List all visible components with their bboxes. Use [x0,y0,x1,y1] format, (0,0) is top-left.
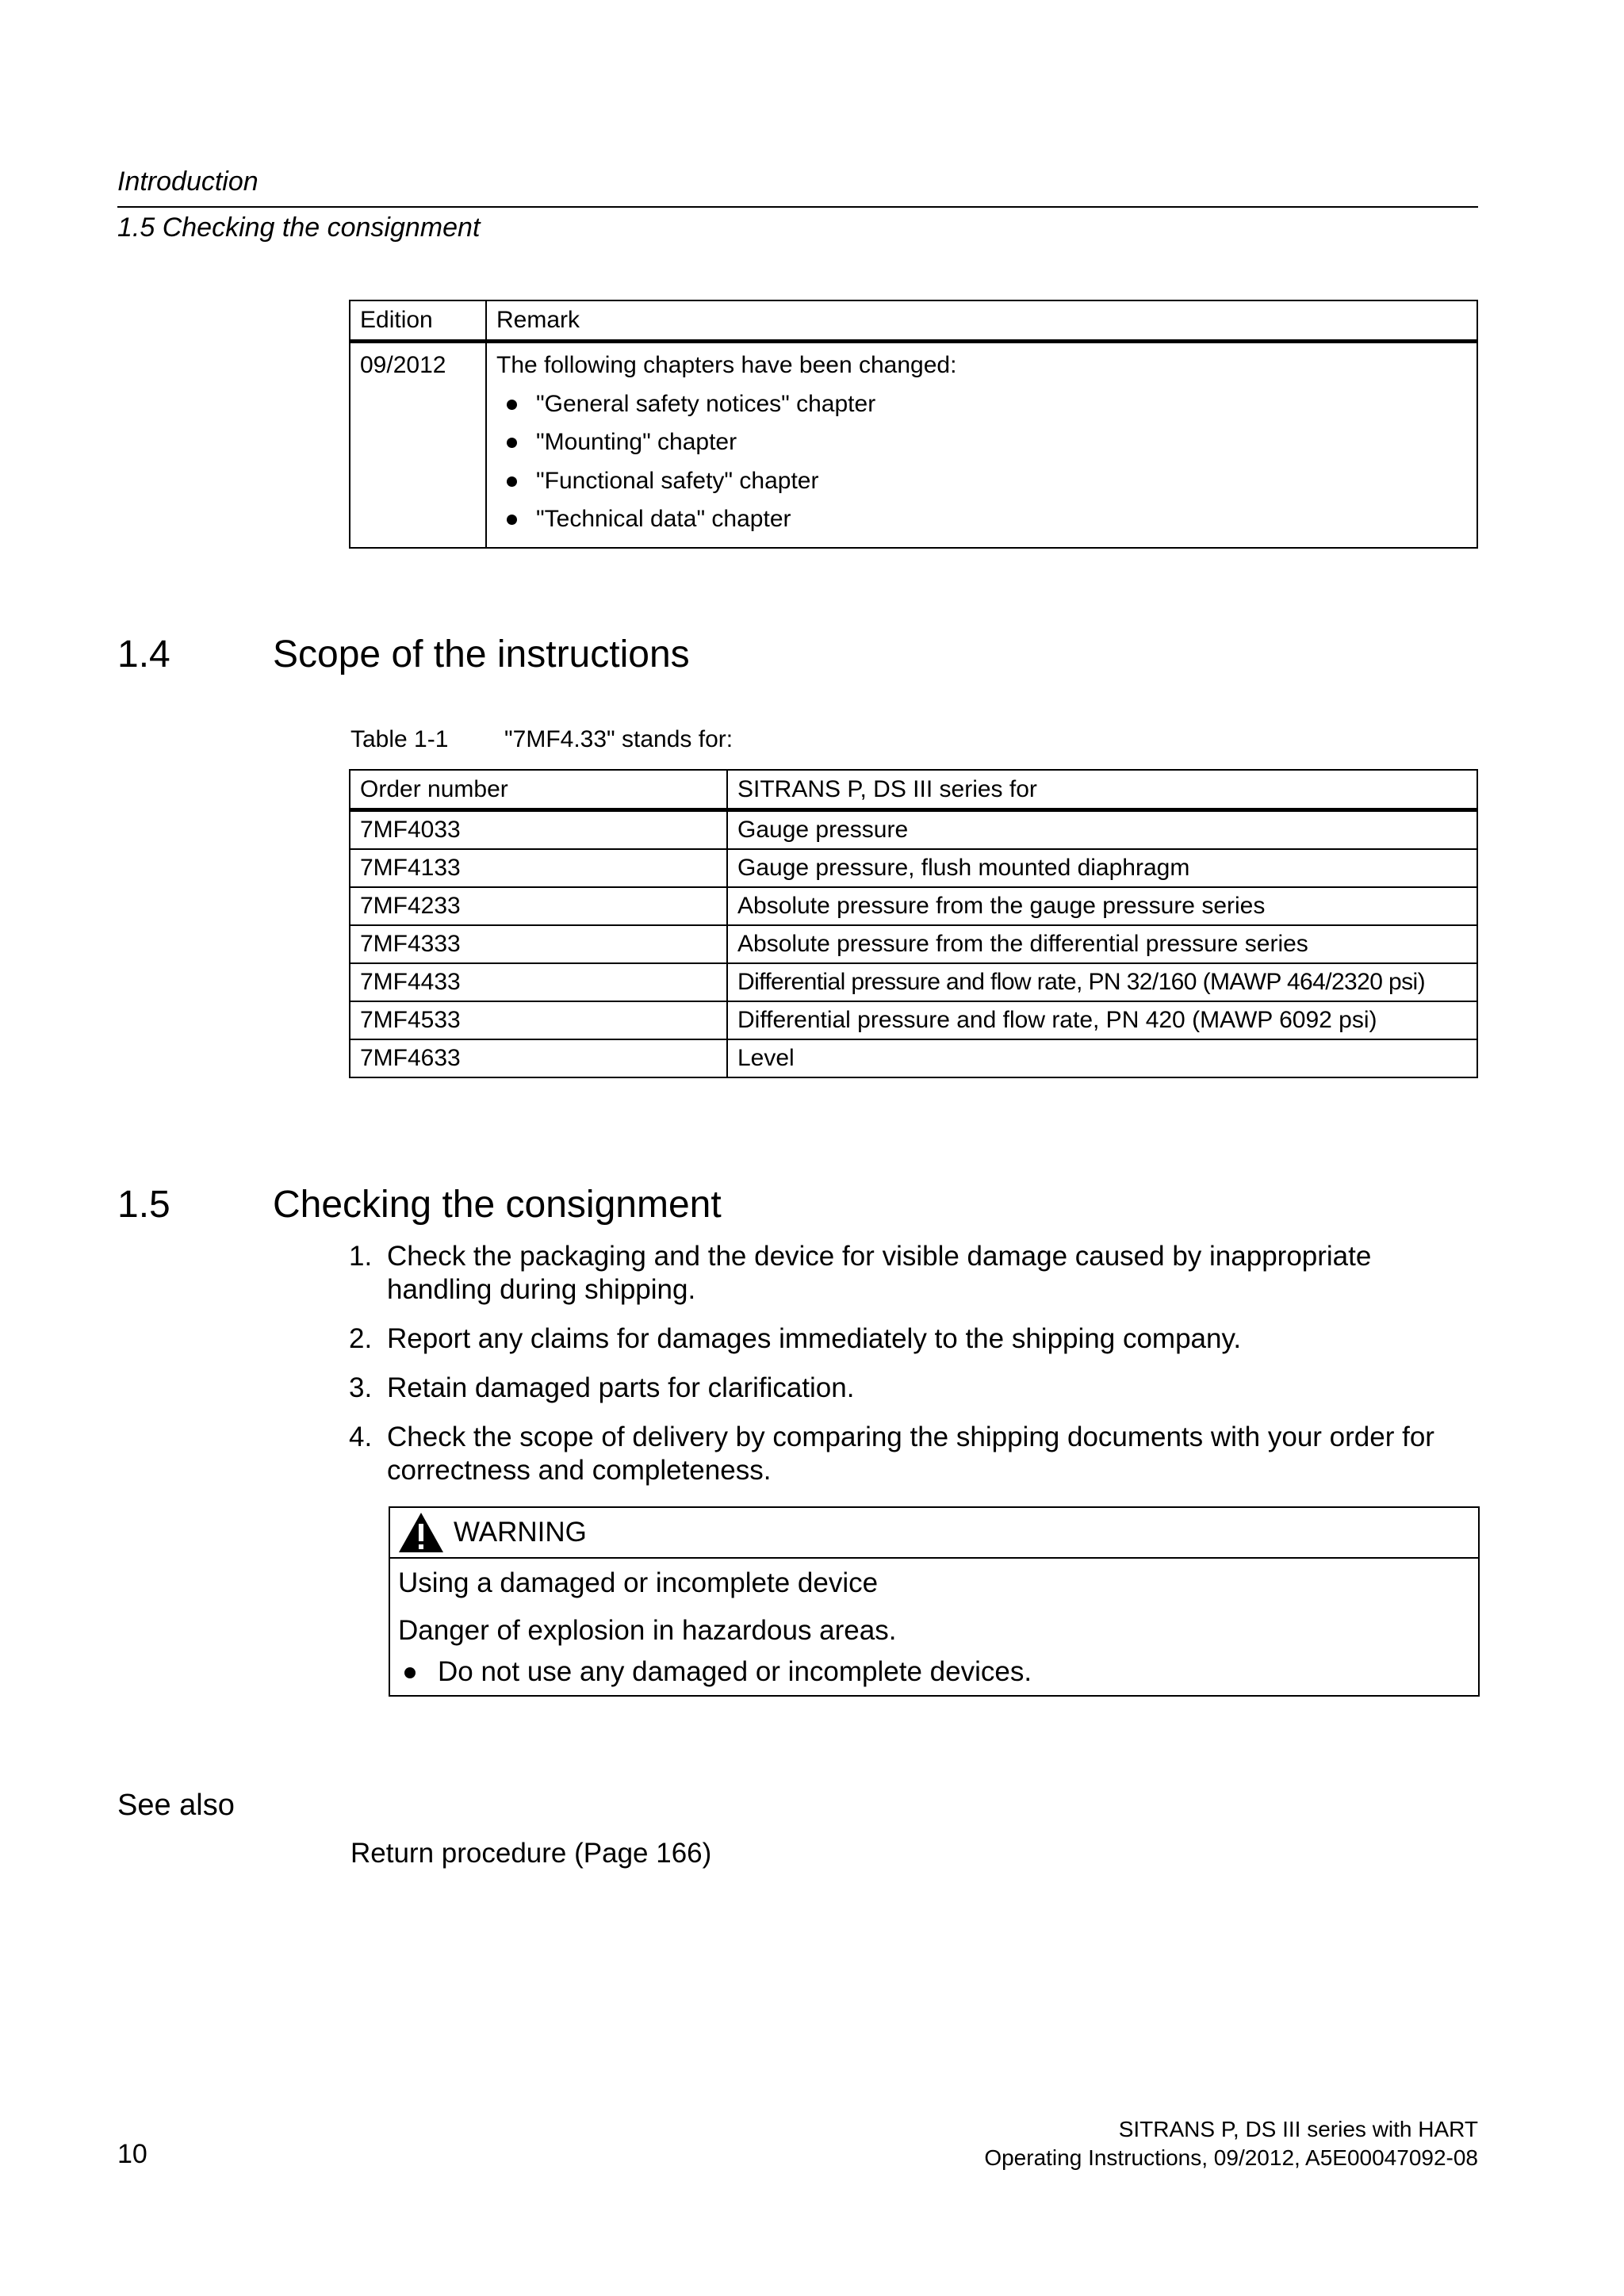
description-cell: Absolute pressure from the differential pressure series [727,925,1477,963]
order-number-cell: 7MF4433 [350,963,727,1001]
step-text: Retain damaged parts for clarification. [387,1372,855,1403]
list-item [349,1421,1478,1487]
footer-product: SITRANS P, DS III series with HART [1118,2117,1478,2141]
remark-intro: The following chapters have been changed: [496,352,957,378]
step-number: 1. [349,1241,373,1272]
step-number: 3. [349,1372,373,1403]
section-1-5-title: Checking the consignment [273,1184,722,1226]
table-caption: "7MF4.33" stands for: [504,726,733,752]
remark-cell [486,342,1477,548]
warning-bullet: Do not use any damaged or incomplete devices. [398,1655,1470,1689]
description-cell: Gauge pressure, flush mounted diaphragm [727,849,1477,887]
description-cell: Gauge pressure [727,810,1477,850]
order-number-cell: 7MF4533 [350,1001,727,1039]
step-text: Check the scope of delivery by comparing the shipping documents with your order for correctness and completeness. [387,1422,1434,1486]
see-also-heading: See also [117,1789,235,1822]
section-1-4-title: Scope of the instructions [273,633,690,675]
list-item [349,1372,1478,1405]
edition-date: 09/2012 [360,352,446,378]
order-number-cell: 7MF4633 [350,1039,727,1077]
warning-box [389,1506,1480,1697]
table-row [350,963,1477,1001]
footer-info [984,2115,1478,2172]
table-row [350,1001,1477,1039]
order-table-header-row [350,770,1477,810]
warning-title: Using a damaged or incomplete device [398,1567,879,1598]
order-number-column-header: Order number [350,770,727,810]
section-1-4-number: 1.4 [117,633,170,675]
steps-list [349,1240,1478,1503]
list-item [349,1240,1478,1307]
warning-triangle-icon [398,1512,444,1553]
order-number-cell: 7MF4033 [350,810,727,850]
section-1-5-number: 1.5 [117,1184,170,1226]
order-number-table [349,769,1478,1078]
order-number-cell: 7MF4333 [350,925,727,963]
step-text: Check the packaging and the device for visible damage caused by inappropriate handling during shipping. [387,1241,1372,1305]
edition-table-row [350,342,1477,548]
return-procedure-link[interactable]: Return procedure (Page 166) [350,1838,712,1869]
list-item [349,1322,1478,1356]
page-number: 10 [117,2139,147,2169]
description-cell: Absolute pressure from the gauge pressure series [727,887,1477,925]
description-cell: Level [727,1039,1477,1077]
header-rule [117,206,1478,208]
description-cell: Differential pressure and flow rate, PN 420 (MAWP 6092 psi) [727,1001,1477,1039]
remark-list-item: "General safety notices" chapter [496,388,1467,427]
edition-table-header-row [350,300,1477,342]
order-number-cell: 7MF4133 [350,849,727,887]
remark-list-item: "Technical data" chapter [496,503,1467,542]
series-column-header: SITRANS P, DS III series for [727,770,1477,810]
edition-column-header: Edition [350,300,486,342]
step-number: 4. [349,1422,373,1452]
description-cell: Differential pressure and flow rate, PN 32/160 (MAWP 464/2320 psi) [727,963,1477,1001]
remark-list-item: "Mounting" chapter [496,427,1467,465]
table-label: Table 1-1 [350,726,449,752]
remark-column-header: Remark [486,300,1477,342]
warning-body [390,1559,1478,1695]
table-row [350,849,1477,887]
step-text: Report any claims for damages immediately to the shipping company. [387,1323,1242,1354]
edition-table [349,300,1478,549]
running-header-chapter: Introduction [117,166,259,197]
step-number: 2. [349,1323,373,1354]
warning-header [390,1508,1478,1559]
warning-text: Danger of explosion in hazardous areas. [398,1615,897,1646]
warning-label: WARNING [454,1517,587,1548]
running-header-section: 1.5 Checking the consignment [117,212,481,243]
table-row [350,925,1477,963]
table-row [350,1039,1477,1077]
remark-list-item: "Functional safety" chapter [496,465,1467,504]
edition-value [350,342,486,548]
table-row [350,810,1477,850]
table-row [350,887,1477,925]
order-number-cell: 7MF4233 [350,887,727,925]
footer-document: Operating Instructions, 09/2012, A5E00047092-08 [984,2145,1478,2170]
